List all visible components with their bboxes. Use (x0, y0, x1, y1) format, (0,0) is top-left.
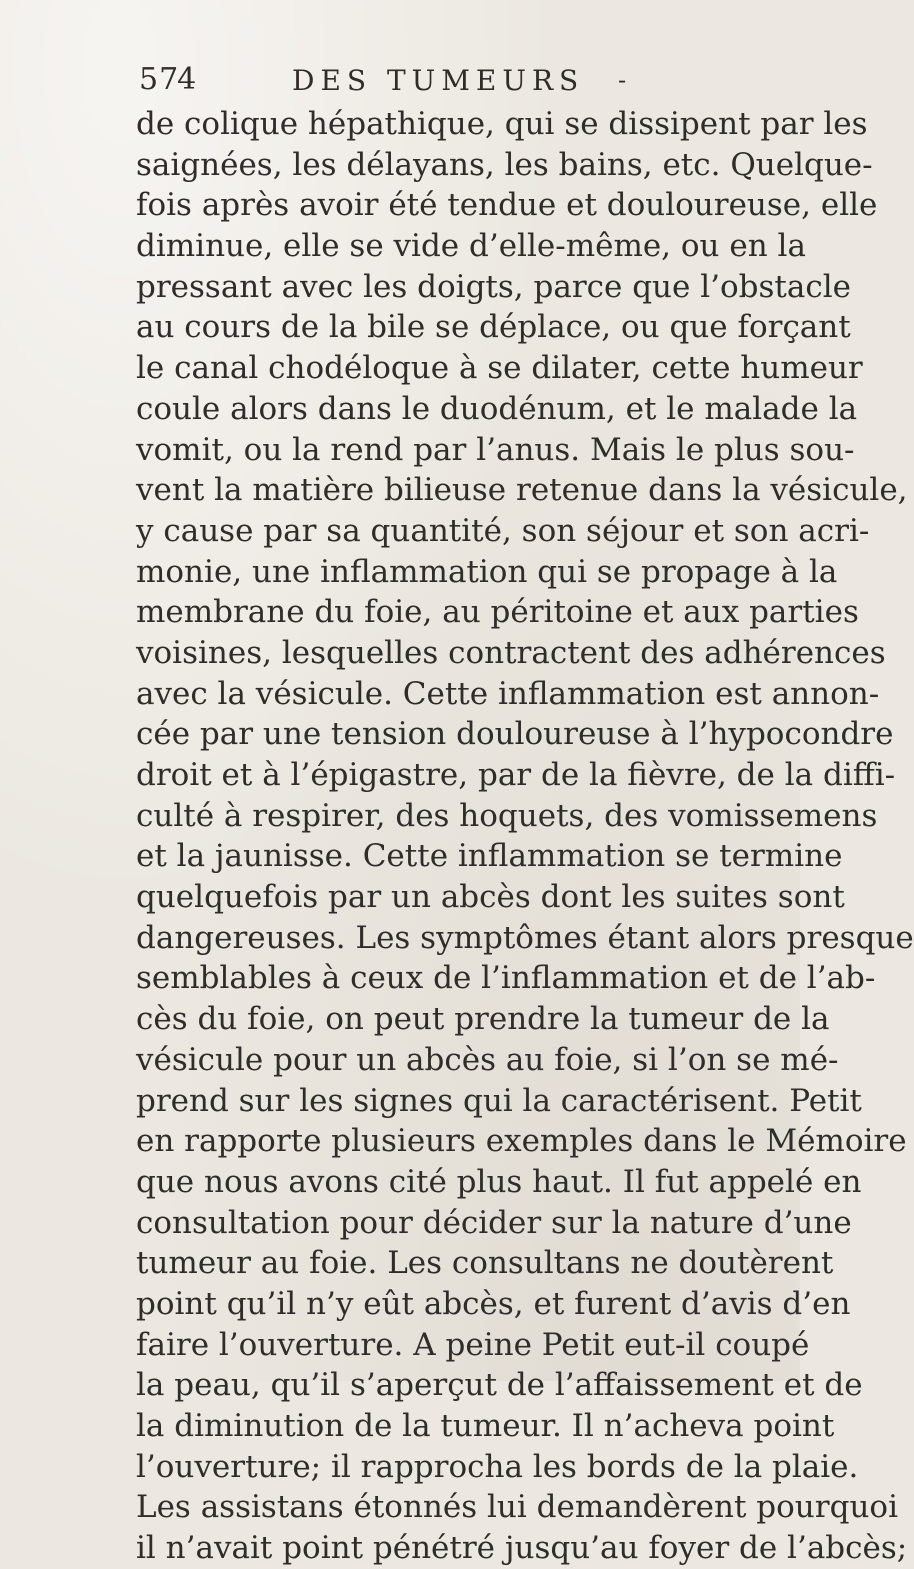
text-line: quelquefois par un abcès dont les suites sont (136, 879, 845, 916)
text-line: au cours de la bile se déplace, ou que forçant (136, 309, 851, 346)
running-head-mark: - (618, 66, 627, 94)
text-line: l’ouverture; il rapprocha les bords de la plaie. (136, 1448, 859, 1485)
text-line: point qu’il n’y eût abcès, et furent d’avis d’en (136, 1285, 851, 1322)
text-line: diminue, elle se vide d’elle-même, ou en la (136, 228, 806, 265)
text-line: droit et à l’épigastre, par de la fièvre, de la diffi- (136, 757, 896, 793)
text-line: semblables à ceux de l’inflammation et de l’ab- (136, 960, 876, 997)
text-line: coule alors dans le duodénum, et le malade la (136, 390, 858, 427)
text-line: il n’avait point pénétré jusqu’au foyer de l’abcès; (136, 1530, 908, 1567)
text-line: membrane du foie, au péritoine et aux parties (136, 594, 859, 631)
text-line: le canal chodéloque à se dilater, cette humeur (136, 350, 863, 387)
text-line: prend sur les signes qui la caractérisent. Petit (136, 1082, 862, 1119)
running-head (0, 62, 800, 102)
text-line: que nous avons cité plus haut. Il fut appelé en (136, 1163, 862, 1200)
text-line: de colique hépathique, qui se dissipent par les (136, 106, 868, 142)
text-line: faire l’ouverture. A peine Petit eut-il coupé (136, 1326, 810, 1363)
body-text (136, 104, 914, 1569)
text-line: cée par une tension douloureuse à l’hypocondre (136, 716, 894, 753)
text-line: avec la vésicule. Cette inflammation est annon- (136, 675, 880, 712)
text-line: tumeur au foie. Les consultans ne doutèrent (136, 1245, 834, 1282)
text-line: culté à respirer, des hoquets, des vomissemens (136, 797, 878, 834)
text-line: dangereuses. Les symptômes étant alors presque (136, 919, 914, 956)
text-line: cès du foie, on peut prendre la tumeur de la (136, 1001, 830, 1038)
text-line: vésicule pour un abcès au foie, si l’on se mé- (136, 1041, 839, 1078)
running-title: DES TUMEURS (292, 64, 585, 97)
text-line: fois après avoir été tendue et douloureuse, elle (136, 187, 878, 224)
text-line: pressant avec les doigts, parce que l’obstacle (136, 268, 851, 305)
text-line: Les assistans étonnés lui demandèrent pourquoi (136, 1489, 898, 1526)
text-line: la peau, qu’il s’aperçut de l’affaissement et de (136, 1367, 863, 1404)
text-line: vent la matière bilieuse retenue dans la vésicule, (136, 472, 908, 509)
text-line: saignées, les délayans, les bains, etc. Quelque- (136, 146, 873, 183)
text-line: monie, une inflammation qui se propage à la (136, 553, 838, 590)
text-line: voisines, lesquelles contractent des adhérences (136, 634, 886, 671)
text-line: et la jaunisse. Cette inflammation se termine (136, 838, 843, 875)
page-number: 5 74 (139, 62, 196, 97)
text-line: en rapporte plusieurs exemples dans le Mémoire (136, 1123, 907, 1160)
text-line: vomit, ou la rend par l’anus. Mais le plus sou- (136, 431, 855, 468)
text-line: y cause par sa quantité, son séjour et son acri- (136, 512, 870, 549)
text-line: consultation pour décider sur la nature d’une (136, 1204, 852, 1241)
text-line: la diminution de la tumeur. Il n’acheva point (136, 1408, 835, 1444)
